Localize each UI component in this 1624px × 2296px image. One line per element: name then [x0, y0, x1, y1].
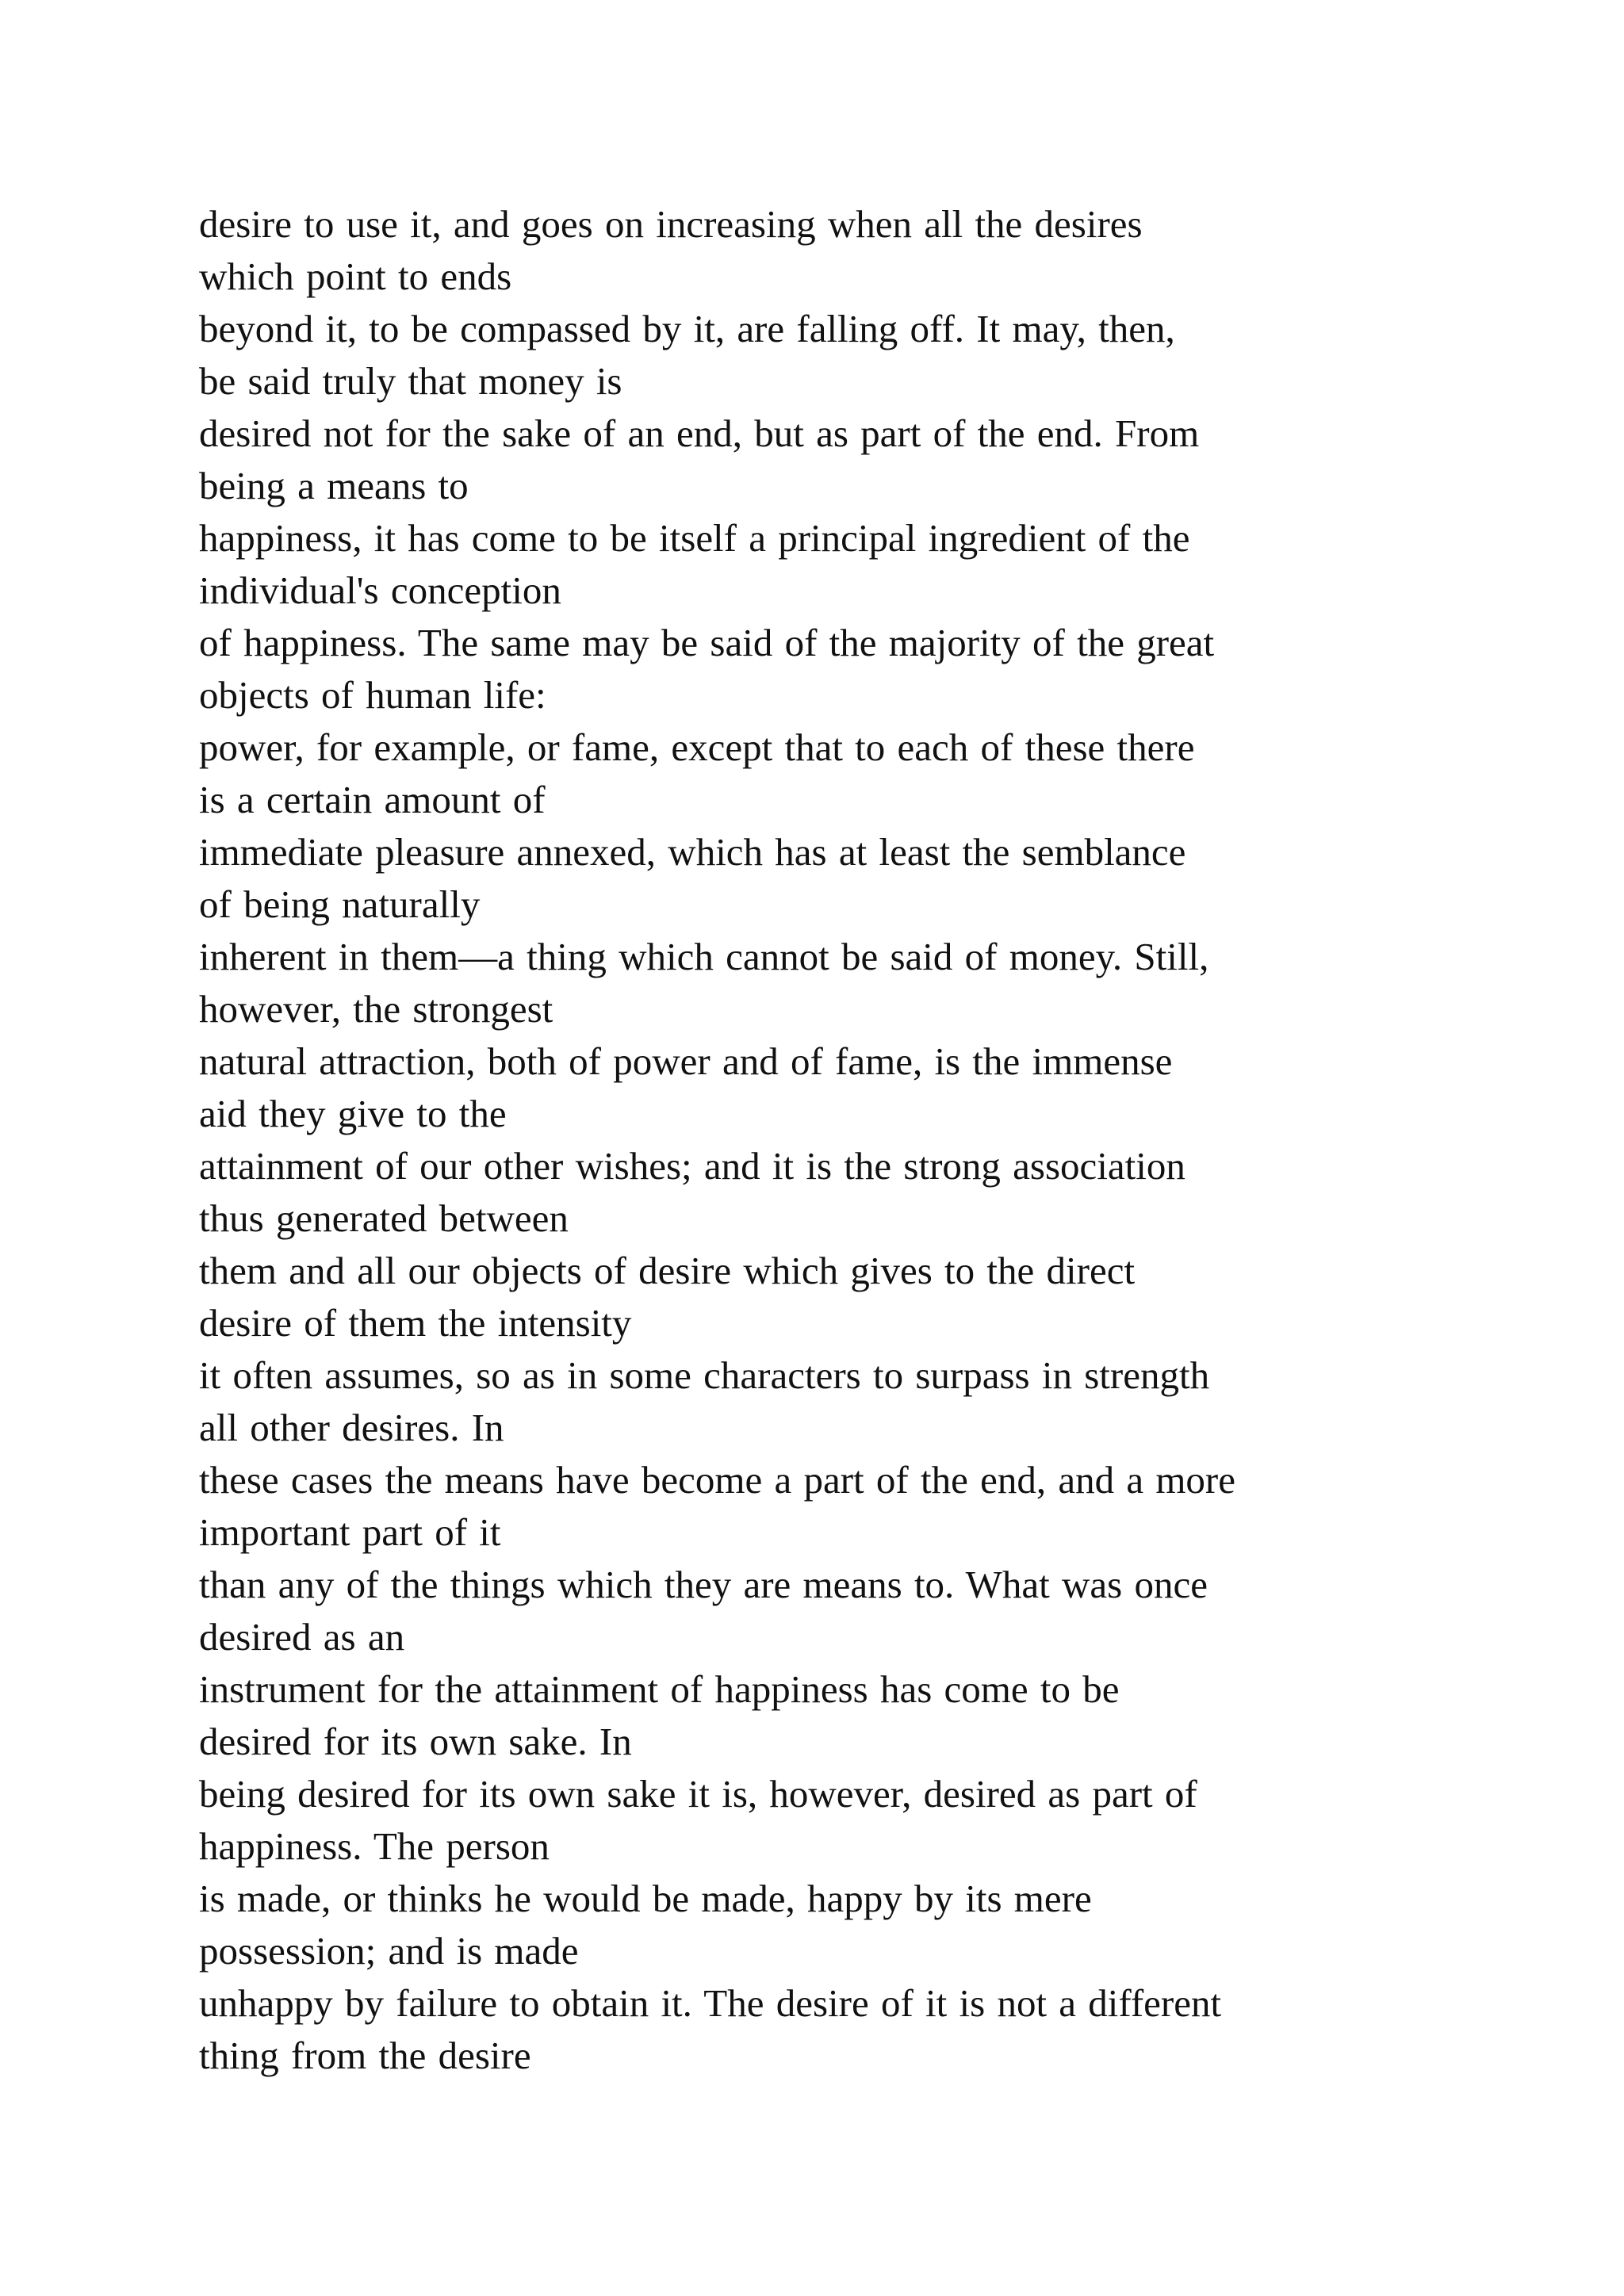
text-line: be said truly that money is — [199, 359, 622, 403]
text-line: being desired for its own sake it is, however, desired as part of — [199, 1772, 1197, 1816]
text-line: attainment of our other wishes; and it is the strong association — [199, 1144, 1185, 1188]
text-line: thus generated between — [199, 1196, 569, 1240]
text-line: desire of them the intensity — [199, 1301, 632, 1345]
body-text — [199, 198, 1500, 2082]
text-line: thing from the desire — [199, 2034, 531, 2077]
text-line: objects of human life: — [199, 673, 546, 717]
text-line: than any of the things which they are means to. What was once — [199, 1563, 1208, 1606]
text-line: which point to ends — [199, 254, 512, 298]
text-line: possession; and is made — [199, 1929, 579, 1973]
text-line: them and all our objects of desire which gives to the direct — [199, 1249, 1136, 1292]
text-line: power, for example, or fame, except that to each of these there — [199, 725, 1195, 769]
text-line: happiness, it has come to be itself a principal ingredient of the — [199, 516, 1190, 560]
text-line: is made, or thinks he would be made, happy by its mere — [199, 1877, 1092, 1920]
text-line: important part of it — [199, 1510, 501, 1554]
text-line: natural attraction, both of power and of fame, is the immense — [199, 1039, 1173, 1083]
text-line: desired for its own sake. In — [199, 1720, 632, 1763]
text-line: is a certain amount of — [199, 778, 546, 821]
text-line: of happiness. The same may be said of the majority of the great — [199, 621, 1215, 664]
text-line: beyond it, to be compassed by it, are falling off. It may, then, — [199, 307, 1175, 350]
text-line: inherent in them—a thing which cannot be said of money. Still, — [199, 935, 1209, 978]
text-line: it often assumes, so as in some characters to surpass in strength — [199, 1353, 1210, 1397]
text-line: unhappy by failure to obtain it. The desire of it is not a different — [199, 1981, 1222, 2025]
text-line: happiness. The person — [199, 1824, 550, 1868]
text-line: desired not for the sake of an end, but as part of the end. From — [199, 411, 1200, 455]
text-line: desire to use it, and goes on increasing when all the desires — [199, 202, 1143, 246]
text-line: aid they give to the — [199, 1092, 507, 1135]
text-line: however, the strongest — [199, 987, 553, 1031]
text-line: being a means to — [199, 464, 469, 507]
text-line: of being naturally — [199, 882, 481, 926]
text-line: instrument for the attainment of happiness has come to be — [199, 1667, 1120, 1711]
text-line: these cases the means have become a part of the end, and a more — [199, 1458, 1235, 1502]
text-line: individual's conception — [199, 568, 561, 612]
text-line: immediate pleasure annexed, which has at least the semblance — [199, 830, 1186, 874]
text-line: all other desires. In — [199, 1406, 504, 1449]
text-line: desired as an — [199, 1615, 405, 1659]
